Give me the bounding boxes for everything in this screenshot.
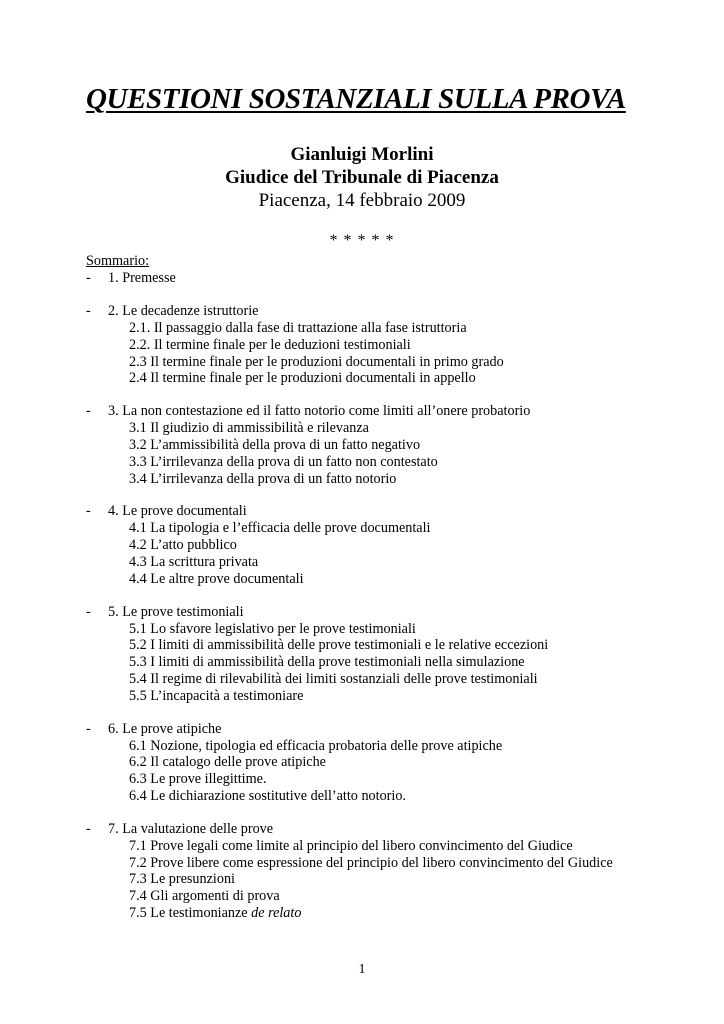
toc-section — [86, 604, 666, 705]
toc-section-heading — [86, 303, 666, 320]
toc-subsection-item: 3.2 L’ammissibilità della prova di un fatto negativo — [129, 436, 421, 453]
toc-subsection-item: 7.1 Prove legali come limite al principio del libero convincimento del Giudice — [129, 837, 573, 854]
toc-subsection-item: 2.4 Il termine finale per le produzioni documentali in appello — [129, 370, 476, 387]
toc-section-label: 7. La valutazione delle prove — [108, 820, 274, 837]
toc-subsection-item: 2.3 Il termine finale per le produzioni documentali in primo grado — [129, 353, 504, 370]
toc-subsection-item: 7.2 Prove libere come espressione del principio del libero convincimento del Giudice — [129, 854, 613, 871]
toc-subsection-list — [86, 738, 666, 805]
toc-subsection-item: 5.2 I limiti di ammissibilità delle prove testimoniali e le relative eccezioni — [129, 637, 549, 654]
toc-section — [86, 270, 666, 287]
toc-subsection-item: 3.3 L’irrilevanza della prova di un fatto non contestato — [129, 453, 438, 470]
toc-section-heading — [86, 721, 666, 738]
bullet-dash: - — [86, 720, 91, 737]
document-title: QUESTIONI SOSTANZIALI SULLA PROVA — [86, 83, 626, 115]
toc-subsection-list — [86, 520, 666, 587]
toc-subsection-item: 4.3 La scrittura privata — [129, 553, 259, 570]
toc-section-label: 6. Le prove atipiche — [108, 720, 222, 737]
toc-section-heading — [86, 503, 666, 520]
toc-section-label: 5. Le prove testimoniali — [108, 603, 244, 620]
toc-section — [86, 821, 666, 922]
toc-subsection-item: 6.4 Le dichiarazione sostitutive dell’atto notorio. — [129, 787, 406, 804]
toc-section-label: 3. La non contestazione ed il fatto notorio come limiti all’onere probatorio — [108, 403, 531, 420]
toc-section-label: 2. Le decadenze istruttorie — [108, 303, 259, 319]
bullet-dash: - — [86, 503, 91, 520]
toc-section — [86, 303, 666, 387]
toc-subsection-item: 6.3 Le prove illegittime. — [129, 771, 267, 788]
page-number: 1 — [358, 962, 366, 977]
bullet-dash: - — [86, 303, 91, 319]
toc-subsection-item: 5.4 Il regime di rilevabilità dei limiti sostanziali delle prove testimoniali — [129, 670, 538, 687]
toc-section-label: 1. Premesse — [108, 270, 176, 286]
toc-subsection-item: 5.3 I limiti di ammissibilità della prove testimoniali nella simulazione — [129, 654, 525, 671]
bullet-dash: - — [86, 403, 91, 420]
toc-section-heading — [86, 270, 666, 287]
toc-subsection-item — [86, 905, 666, 922]
toc-subsection-item: 7.4 Gli argomenti di prova — [129, 888, 280, 905]
table-of-contents — [86, 253, 666, 922]
toc-subsection-item: 2.1. Il passaggio dalla fase di trattazione alla fase istruttoria — [129, 320, 467, 336]
author-role: Giudice del Tribunale di Piacenza — [225, 167, 499, 188]
author-block — [0, 143, 724, 212]
author-name: Gianluigi Morlini — [290, 144, 434, 165]
toc-subsection-item: 5.5 L’incapacità a testimoniare — [129, 687, 304, 704]
toc-subsection-list — [86, 320, 666, 387]
toc-section — [86, 503, 666, 587]
toc-subsection-item: 3.4 L’irrilevanza della prova di un fatto notorio — [129, 470, 397, 487]
toc-section — [86, 721, 666, 805]
toc-section-label: 4. Le prove documentali — [108, 503, 247, 520]
toc-subsection-item: 6.2 Il catalogo delle prove atipiche — [129, 754, 326, 771]
toc-subsection-item: 7.3 Le presunzioni — [129, 871, 235, 888]
toc-subsection-text: 7.5 Le testimonianze — [129, 904, 252, 921]
toc-subsection-list — [86, 621, 666, 705]
summary-heading: Sommario: — [86, 253, 150, 269]
toc-subsection-item: 4.4 Le altre prove documentali — [129, 570, 304, 587]
toc-section-heading — [86, 604, 666, 621]
toc-section-heading — [86, 821, 666, 838]
toc-subsection-item: 4.2 L’atto pubblico — [129, 537, 237, 554]
toc-subsection-item: 3.1 Il giudizio di ammissibilità e rilevanza — [129, 420, 369, 437]
toc-section — [86, 403, 666, 487]
bullet-dash: - — [86, 270, 91, 286]
bullet-dash: - — [86, 603, 91, 620]
toc-subsection-list — [86, 838, 666, 922]
asterisk-separator: * * * * * — [329, 232, 395, 249]
place-date: Piacenza, 14 febbraio 2009 — [258, 190, 466, 211]
toc-section-heading — [86, 403, 666, 420]
toc-subsection-italic-text: de relato — [251, 904, 302, 921]
toc-subsection-list — [86, 420, 666, 487]
toc-subsection-item: 4.1 La tipologia e l’efficacia delle prove documentali — [129, 520, 431, 537]
toc-subsection-item: 5.1 Lo sfavore legislativo per le prove testimoniali — [129, 620, 416, 637]
toc-subsection-item: 2.2. Il termine finale per le deduzioni testimoniali — [129, 336, 411, 353]
bullet-dash: - — [86, 820, 91, 837]
toc-subsection-item: 6.1 Nozione, tipologia ed efficacia probatoria delle prove atipiche — [129, 737, 503, 754]
